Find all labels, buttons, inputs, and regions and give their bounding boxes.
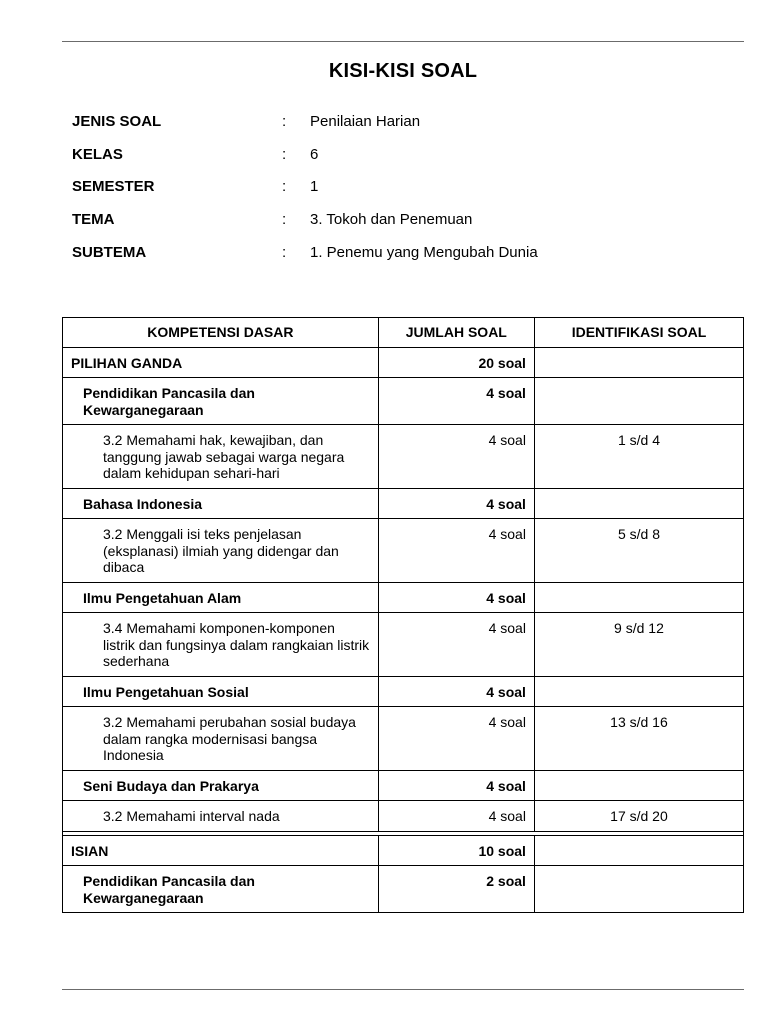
identifikasi-cell — [534, 866, 743, 913]
kd-cell: Ilmu Pengetahuan Alam — [63, 582, 379, 613]
kd-cell: Pendidikan Pancasila dan Kewarganegaraan — [63, 866, 379, 913]
kd-cell: 3.4 Memahami komponen-komponen listrik dan fungsinya dalam rangkaian listrik sederhana — [63, 613, 379, 677]
info-colon: : — [282, 244, 287, 261]
kd-cell: 3.2 Memahami perubahan sosial budaya dalam rangka modernisasi bangsa Indonesia — [63, 707, 379, 771]
kisi-kisi-table — [62, 317, 744, 913]
identifikasi-cell: 17 s/d 20 — [534, 801, 743, 832]
info-value: 1 — [310, 178, 319, 195]
kd-cell: ISIAN — [63, 835, 379, 866]
jumlah-cell: 4 soal — [378, 378, 534, 425]
info-label: TEMA — [72, 211, 115, 228]
table-row-subject — [63, 378, 744, 425]
jumlah-cell: 4 soal — [378, 582, 534, 613]
table-row-kd — [63, 425, 744, 489]
table-row-kd — [63, 801, 744, 832]
identifikasi-cell — [534, 770, 743, 801]
header-jumlah-soal: JUMLAH SOAL — [378, 318, 534, 348]
table-row-subject — [63, 770, 744, 801]
info-value: 3. Tokoh dan Penemuan — [310, 211, 473, 228]
info-label: KELAS — [72, 146, 123, 163]
info-colon: : — [282, 211, 287, 228]
info-label: SEMESTER — [72, 178, 155, 195]
jumlah-cell: 4 soal — [378, 707, 534, 771]
identifikasi-cell — [534, 582, 743, 613]
jumlah-cell: 4 soal — [378, 801, 534, 832]
identifikasi-cell — [534, 378, 743, 425]
jumlah-cell: 10 soal — [378, 835, 534, 866]
table-row-kd — [63, 707, 744, 771]
info-value: 6 — [310, 146, 319, 163]
header-kompetensi-dasar: KOMPETENSI DASAR — [63, 318, 379, 348]
kd-cell: Ilmu Pengetahuan Sosial — [63, 676, 379, 707]
table-row-subject — [63, 866, 744, 913]
document-title: KISI-KISI SOAL — [328, 60, 478, 82]
bottom-rule — [62, 989, 744, 990]
identifikasi-cell: 1 s/d 4 — [534, 425, 743, 489]
info-colon: : — [282, 178, 287, 195]
top-rule — [62, 41, 744, 42]
info-value: 1. Penemu yang Mengubah Dunia — [310, 244, 538, 261]
kd-cell: 3.2 Menggali isi teks penjelasan (eksplanasi) ilmiah yang didengar dan dibaca — [63, 519, 379, 583]
header-identifikasi-soal: IDENTIFIKASI SOAL — [534, 318, 743, 348]
jumlah-cell: 20 soal — [378, 347, 534, 378]
table-row-section — [63, 835, 744, 866]
info-label: SUBTEMA — [72, 244, 147, 261]
jumlah-cell: 4 soal — [378, 425, 534, 489]
info-value: Penilaian Harian — [310, 113, 421, 130]
kd-cell: Pendidikan Pancasila dan Kewarganegaraan — [63, 378, 379, 425]
kd-cell: Seni Budaya dan Prakarya — [63, 770, 379, 801]
jumlah-cell: 4 soal — [378, 488, 534, 519]
kd-cell: 3.2 Memahami interval nada — [63, 801, 379, 832]
info-colon: : — [282, 146, 287, 163]
table-row-section — [63, 347, 744, 378]
table-row-subject — [63, 488, 744, 519]
jumlah-cell: 4 soal — [378, 613, 534, 677]
kd-cell: Bahasa Indonesia — [63, 488, 379, 519]
info-label: JENIS SOAL — [72, 113, 162, 130]
identifikasi-cell — [534, 835, 743, 866]
jumlah-cell: 4 soal — [378, 519, 534, 583]
table-row-kd — [63, 613, 744, 677]
table-header-row — [63, 318, 744, 348]
identifikasi-cell — [534, 488, 743, 519]
kd-cell: 3.2 Memahami hak, kewajiban, dan tanggung jawab sebagai warga negara dalam kehidupan sehari-hari — [63, 425, 379, 489]
table-row-kd — [63, 519, 744, 583]
identifikasi-cell: 5 s/d 8 — [534, 519, 743, 583]
jumlah-cell: 4 soal — [378, 770, 534, 801]
identifikasi-cell — [534, 676, 743, 707]
table-row-subject — [63, 582, 744, 613]
info-colon: : — [282, 113, 287, 130]
table-row-subject — [63, 676, 744, 707]
identifikasi-cell: 13 s/d 16 — [534, 707, 743, 771]
identifikasi-cell: 9 s/d 12 — [534, 613, 743, 677]
identifikasi-cell — [534, 347, 743, 378]
jumlah-cell: 4 soal — [378, 676, 534, 707]
jumlah-cell: 2 soal — [378, 866, 534, 913]
kd-cell: PILIHAN GANDA — [63, 347, 379, 378]
